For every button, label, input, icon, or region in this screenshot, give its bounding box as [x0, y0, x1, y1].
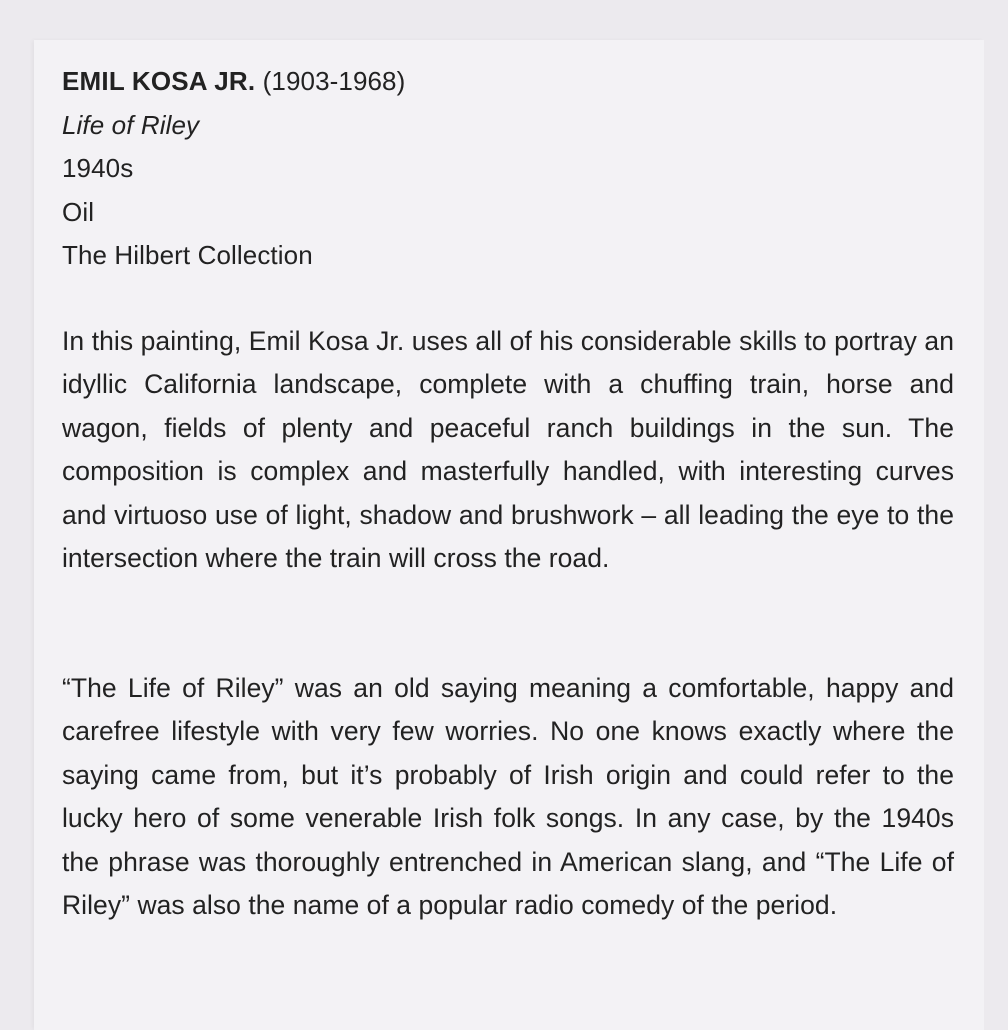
description-paragraph-1: In this painting, Emil Kosa Jr. uses all of his considerable skills to portray an idyllic California landscape, complete with a chuffing train, horse and wagon, fields of plenty and peaceful ranch buildings in the sun. The composition is complex and masterfully handled, with interesting curves and virtuoso use of light, shadow and brushwork – all leading the eye to the intersection where the train will cross the road.	[62, 326, 954, 574]
artwork-date: 1940s	[62, 153, 134, 183]
label-header	[62, 60, 405, 278]
artwork-collection: The Hilbert Collection	[62, 240, 313, 270]
artist-dates: (1903-1968)	[262, 66, 406, 96]
artwork-medium: Oil	[62, 196, 95, 227]
artist-line	[62, 60, 405, 104]
artwork-title: Life of Riley	[62, 109, 200, 140]
artist-name: EMIL KOSA JR.	[62, 66, 256, 96]
description-paragraph-2: “The Life of Riley” was an old saying meaning a comfortable, happy and carefree lifestyle with very few worries. No one knows exactly where the saying came from, but it’s probably of Irish origin and could refer to the lucky hero of some venerable Irish folk songs. In any case, by the 1940s the phrase was thoroughly entrenched in American slang, and “The Life of Riley” was also the name of a popular radio comedy of the period.	[62, 673, 954, 921]
